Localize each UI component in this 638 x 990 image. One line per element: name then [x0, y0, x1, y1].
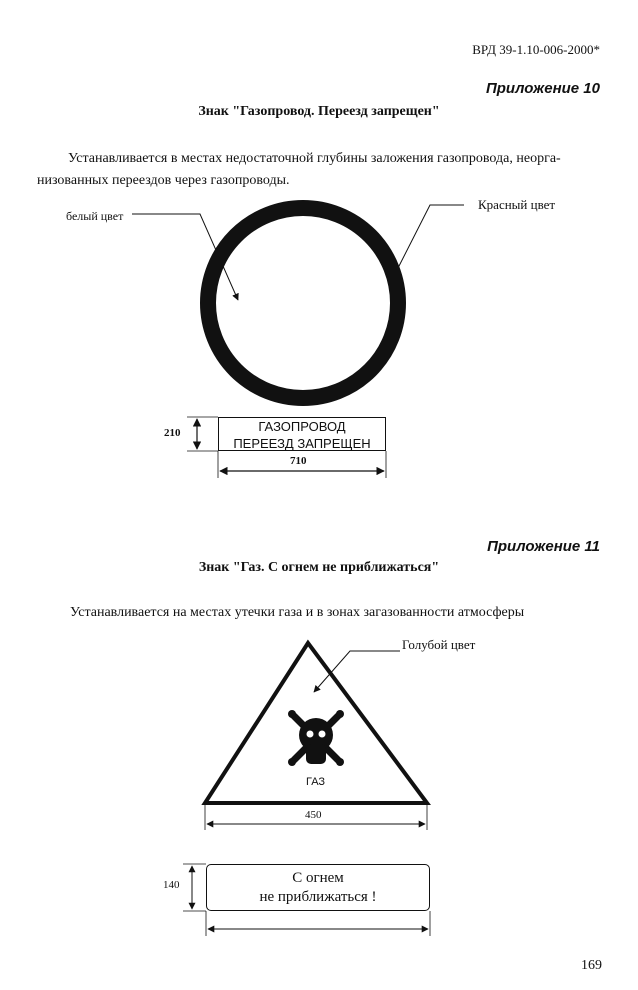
sign-2-title: Знак "Газ. С огнем не приближаться" — [198, 560, 440, 575]
sign-1-plate — [218, 417, 386, 451]
sign-2-plate — [206, 864, 430, 911]
label-blue-color: Голубой цвет — [402, 637, 476, 652]
sign-1-plate-height: 210 — [164, 427, 181, 439]
triangle-width-dimension: 450 — [305, 809, 322, 821]
sign-2-plate-height: 140 — [163, 879, 180, 891]
sign-1-plate-line-2: ПЕРЕЕЗД ЗАПРЕЩЕН — [233, 436, 371, 451]
triangle-gas-label: ГАЗ — [306, 776, 326, 788]
sign-2-plate-line-1: С огнем — [292, 870, 344, 886]
sign-2-description: Устанавливается на местах утечки газа и в зонах загазованности атмосферы — [70, 605, 525, 620]
document-id: ВРД 39-1.10-006-2000* — [472, 42, 600, 57]
leader-red — [397, 205, 464, 270]
sign-1-plate-width: 710 — [290, 455, 307, 467]
appendix-10-heading: Приложение 10 — [485, 80, 600, 97]
appendix-11-heading: Приложение 11 — [487, 538, 600, 555]
ring-sign — [208, 208, 398, 398]
sign-1-description-line-2: низованных переездов через газопроводы. — [37, 173, 290, 188]
page-number: 169 — [581, 958, 602, 973]
sign-2-plate-line-2: не приближаться ! — [259, 889, 377, 905]
sign-1-plate-line-1: ГАЗОПРОВОД — [258, 419, 346, 434]
sign-1-title: Знак "Газопровод. Переезд запрещен" — [198, 104, 440, 119]
label-red-color: Красный цвет — [478, 197, 556, 212]
label-white-color: белый цвет — [66, 209, 124, 223]
sign-1-description-line-1: Устанавливается в местах недостаточной глубины заложения газопровода, неорга- — [68, 151, 561, 166]
